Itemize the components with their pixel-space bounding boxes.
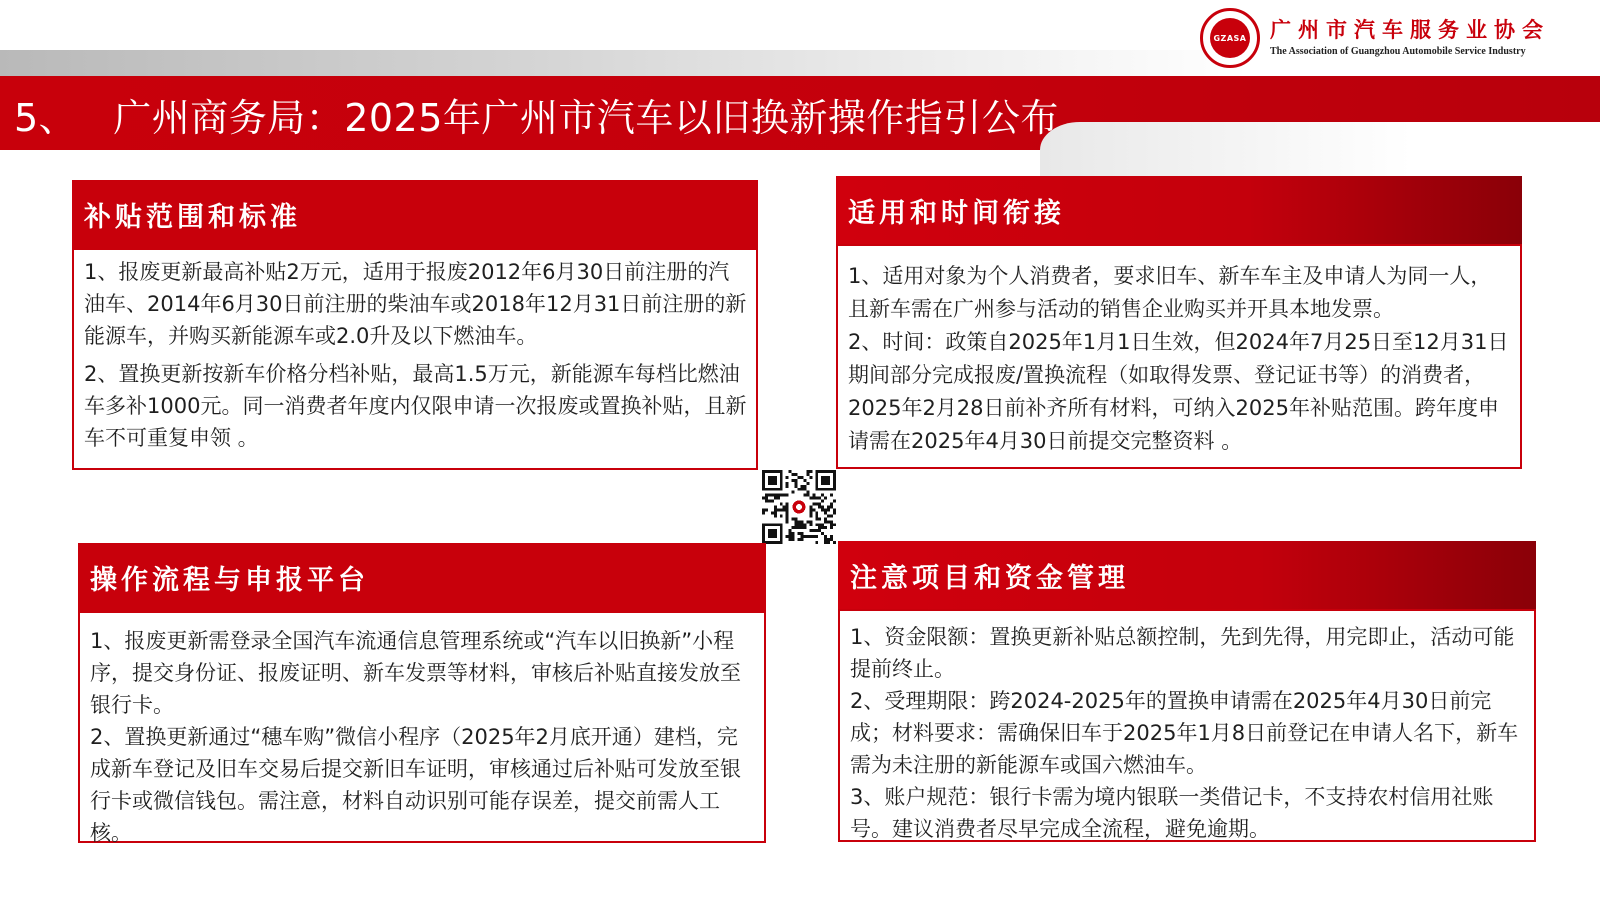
panel-body [836,244,1522,469]
qr-code-icon [762,470,836,544]
panel-body [78,611,766,843]
panel-applicability-timing [836,176,1522,469]
panel-paragraph: 2、置换更新通过“穗车购”微信小程序（2025年2月底开通）建档，完成新车登记及旧车交易后提交新旧车证明，审核通过后补贴可发放至银行卡或微信钱包。需注意，材料自动识别可能存误差，提交前需人工核。 [90,725,741,845]
panel-body [838,609,1536,842]
seal-text: GZASA [1210,18,1250,58]
slide-title-text: 广州商务局：2025年广州市汽车以旧换新操作指引公布 [113,96,1059,140]
panel-notes-funding [838,541,1536,842]
panel-paragraph: 2、受理期限：跨2024-2025年的置换申请需在2025年4月30日前完成；材料要求：需确保旧车于2025年1月8日前登记在申请人名下，新车需为未注册的新能源车或国六燃油车。 [850,689,1519,777]
title-bar-curve [1040,122,1600,182]
association-name-cn: 广州市汽车服务业协会 [1270,18,1550,42]
panel-paragraph: 1、资金限额：置换更新补贴总额控制，先到先得，用完即止，活动可能提前终止。 [850,625,1515,681]
panel-subsidy-scope [72,180,758,470]
panel-paragraph: 3、账户规范：银行卡需为境内银联一类借记卡，不支持农村信用社账号。建议消费者尽早完成全流程，避免逾期。 [850,785,1494,841]
panel-title: 补贴范围和标准 [72,180,758,248]
panel-title: 注意项目和资金管理 [838,541,1536,609]
panel-process-platform [78,543,766,843]
panel-title: 适用和时间衔接 [836,176,1522,244]
panel-paragraph: 1、报废更新最高补贴2万元，适用于报废2012年6月30日前注册的汽油车、2014年6月30日前注册的柴油车或2018年12月31日前注册的新能源车，并购买新能源车或2.0升及以下燃油车。 [84,260,747,348]
panel-body [72,248,758,470]
panel-paragraph: 1、报废更新需登录全国汽车流通信息管理系统或“汽车以旧换新”小程序，提交身份证、报废证明、新车发票等材料，审核后补贴直接发放至银行卡。 [90,629,741,717]
panel-paragraph: 1、适用对象为个人消费者，要求旧车、新车车主及申请人为同一人，且新车需在广州参与活动的销售企业购买并开具本地发票。 [848,264,1492,321]
association-logo [1200,6,1590,72]
panel-paragraph: 2、时间：政策自2025年1月1日生效，但2024年7月25日至12月31日期间部分完成报废/置换流程（如取得发票、登记证书等）的消费者，2025年2月28日前补齐所有材料，可纳入2025年补贴范围。跨年度申请需在2025年4月30日前提交完整资料 。 [848,330,1509,453]
slide-number: 5、 [14,96,78,140]
association-name-en: The Association of Guangzhou Automobile Service Industry [1270,46,1526,57]
panel-paragraph: 2、置换更新按新车价格分档补贴，最高1.5万元，新能源车每档比燃油车多补1000元。同一消费者年度内仅限申请一次报废或置换补贴，且新车不可重复申领 。 [84,362,747,450]
panel-title: 操作流程与申报平台 [78,543,766,611]
slide-title [14,94,1059,142]
association-seal-icon [1200,8,1260,68]
